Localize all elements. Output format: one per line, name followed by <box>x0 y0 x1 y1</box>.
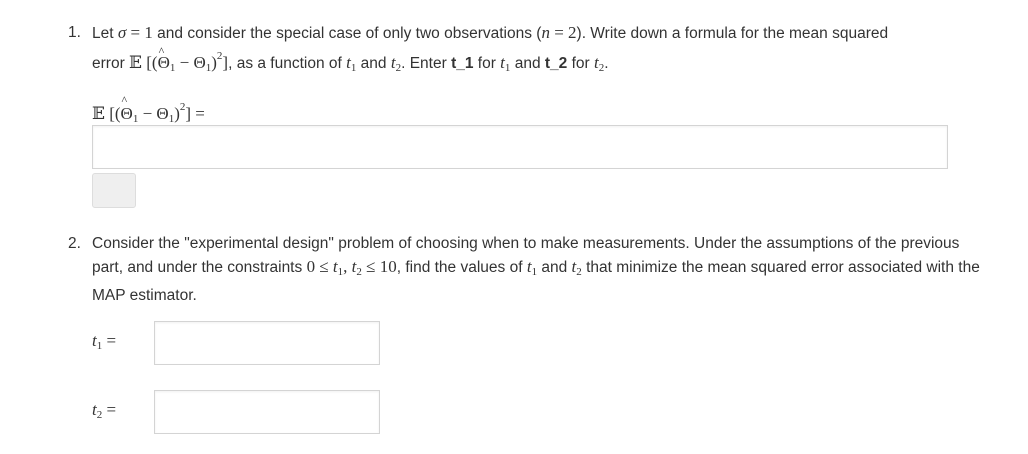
t1-input[interactable] <box>154 321 380 365</box>
mse-answer-input[interactable] <box>92 125 948 169</box>
t1-label: $t_1$ = <box>92 331 117 352</box>
mse-expression: 𝔼 [(^ $\Theta_1 - \Theta_1)^2$] <box>129 53 228 72</box>
t2-label: $t_2$ = <box>92 400 117 421</box>
question-1-number: 1. <box>68 24 81 41</box>
question-2-number: 2. <box>68 235 81 252</box>
question-2 <box>68 232 988 307</box>
question-1-text: Let σ = 1 and consider the special case of only two observations (n = 2). Write down a formula for the mean squared error 𝔼 [(^ $\Theta_1 - \Theta_1)^2$], as a function of $t_1$ and $t_2$. Enter t_1 for $t_1$ and t_2 for $t_2$. <box>92 21 988 80</box>
mse-check-button[interactable] <box>92 173 136 208</box>
question-2-text: Consider the "experimental design" problem of choosing when to make measurements. Under the assumptions of the previous part, and under the constraints $0 \le t_1$, $t_2 \le 10$, find the values of $t_1$ and $t_2$ that minimize the mean squared error associated with the MAP estimator. <box>92 235 980 304</box>
t2-input[interactable] <box>154 390 380 434</box>
mse-answer-label: 𝔼 [(^ $\Theta_1 - \Theta_1)^2$] = <box>92 101 205 125</box>
question-1 <box>68 21 988 80</box>
